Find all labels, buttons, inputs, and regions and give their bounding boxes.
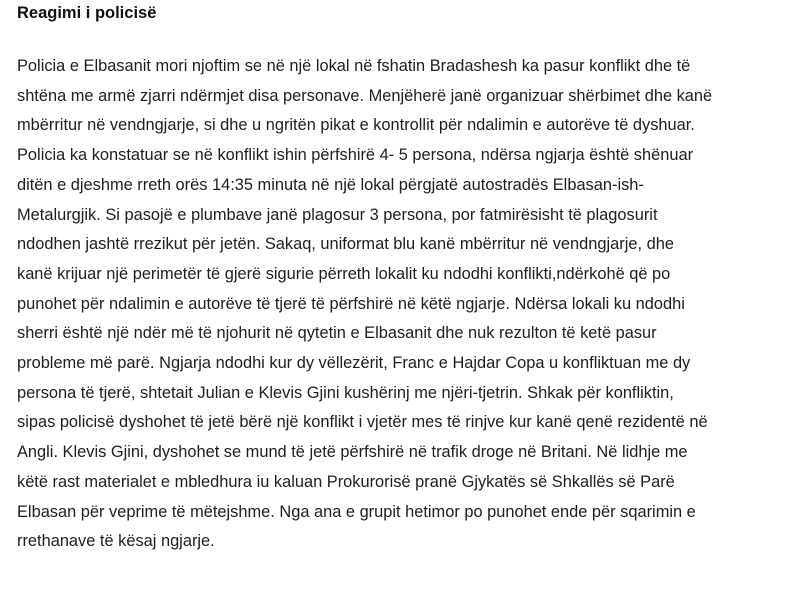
- paragraph-line: sherri është një ndër më të njohurit në qytetin e Elbasanit dhe nuk rezulton të ketë pasur: [17, 324, 657, 343]
- paragraph-line: sipas policisë dyshohet të jetë bërë një konflikt i vjetër mes të rinjve kur kanë qenë rezidentë në: [17, 413, 708, 432]
- paragraph-line: Elbasan për veprime të mëtejshme. Nga ana e grupit hetimor po punohet ende për sqarimin e: [17, 502, 696, 521]
- paragraph-line: rrethanave të kësaj ngjarje.: [17, 532, 215, 551]
- article-paragraph: [17, 52, 787, 557]
- paragraph-line: mbërritur në vendngjarje, si dhe u ngritën pikat e kontrollit për ndalimin e autorëve të dyshuar.: [17, 116, 695, 135]
- paragraph-line: Angli. Klevis Gjini, dyshohet se mund të jetë përfshirë në trafik droge në Britani. Në lidhje me: [17, 443, 688, 462]
- paragraph-line: persona të tjerë, shtetait Julian e Klevis Gjini kushërinj me njëri-tjetrin. Shkak për konfliktin,: [17, 383, 674, 402]
- paragraph-line: ndodhen jashtë rrezikut për jetën. Sakaq, uniformat blu kanë mbërritur në vendngjarje, dhe: [17, 235, 674, 254]
- paragraph-line: ditën e djeshme rreth orës 14:35 minuta në një lokal përgjatë autostradës Elbasan-ish-: [17, 175, 644, 194]
- paragraph-line: shtëna me armë zjarri ndërmjet disa personave. Menjëherë janë organizuar shërbimet dhe kanë: [17, 86, 713, 105]
- paragraph-line: këtë rast materialet e mbledhura iu kaluan Prokurorisë pranë Gjykatës së Shkallës së Parë: [17, 472, 675, 491]
- article-heading: Reagimi i policisë: [17, 4, 157, 22]
- paragraph-line: kanë krijuar një perimetër të gjerë sigurie përreth lokalit ku ndodhi konflikti,ndërkohë që po: [17, 264, 671, 283]
- paragraph-line: Policia ka konstatuar se në konflikt ishin përfshirë 4- 5 persona, ndërsa ngjarja është shënuar: [17, 146, 694, 165]
- paragraph-line: Metalurgjik. Si pasojë e plumbave janë plagosur 3 persona, por fatmirësisht të plagosurit: [17, 205, 658, 224]
- article: [17, 0, 787, 557]
- paragraph-line: punohet për ndalimin e autorëve të tjerë të përfshirë në këtë ngjarje. Ndërsa lokali ku ndodhi: [17, 294, 685, 313]
- paragraph-line: probleme më parë. Ngjarja ndodhi kur dy vëllezërit, Franc e Hajdar Copa u konfliktuan me dy: [17, 354, 691, 373]
- paragraph-line: Policia e Elbasanit mori njoftim se në një lokal në fshatin Bradashesh ka pasur konflikt dhe të: [17, 57, 691, 75]
